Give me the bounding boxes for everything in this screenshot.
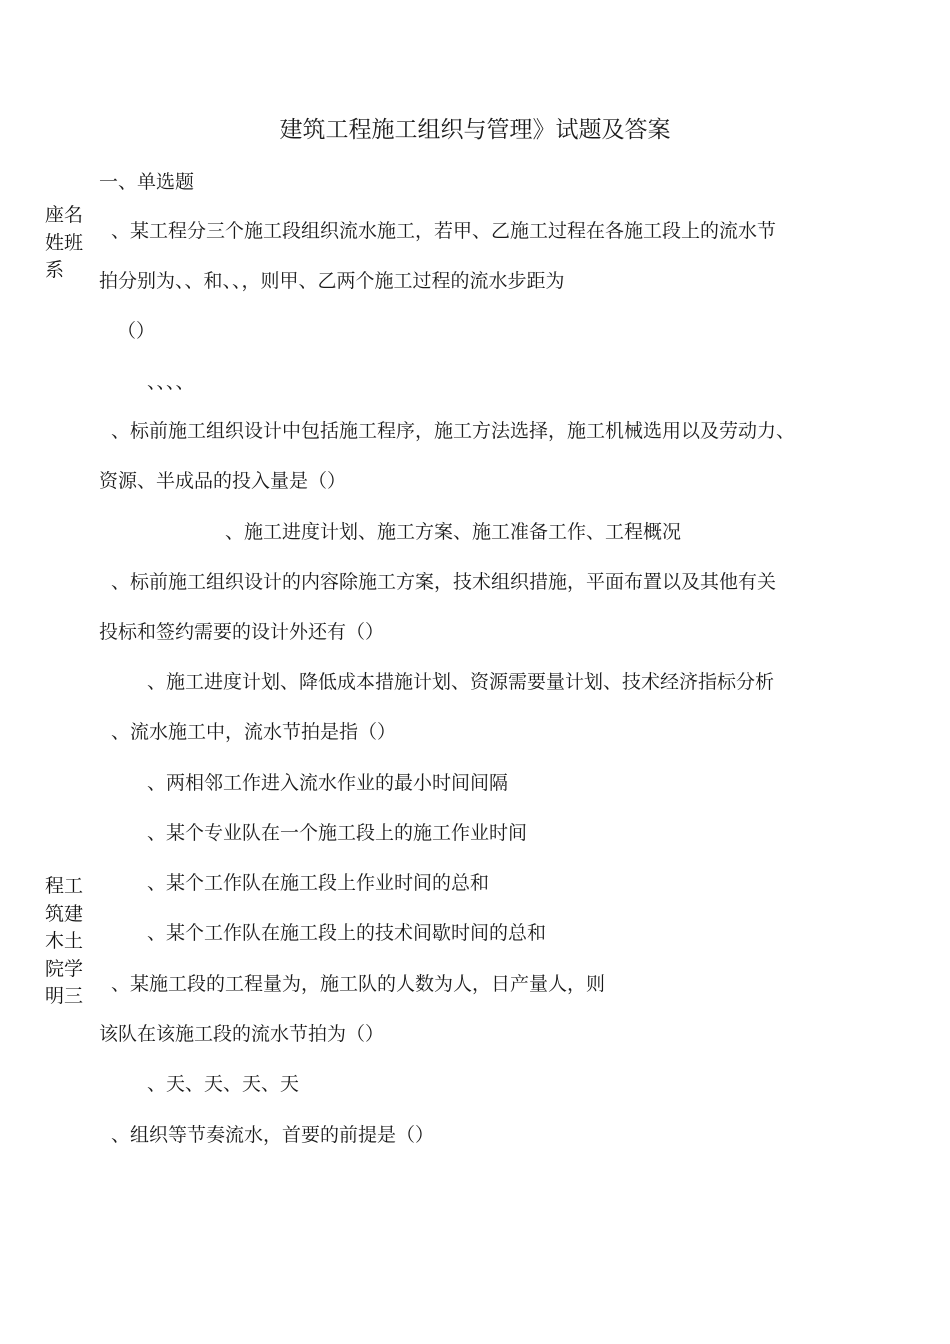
question-stem-line: 投标和签约需要的设计外还有（） [99,621,385,643]
question-stem-line: 、标前施工组织设计的内容除施工方案，技术组织措施，平面布置以及其他有关 [111,571,777,593]
section-heading: 一、单选题 [99,171,195,193]
question-option: 、某个专业队在一个施工段上的施工作业时间 [147,822,528,844]
question-option: 、施工进度计划、降低成本措施计划、资源需要量计划、技术经济指标分析 [147,671,775,693]
question-option: 、、、、 [147,371,195,393]
side-label-line: 座名 [45,204,84,226]
question-stem-line: 、某施工段的工程量为，施工队的人数为人，日产量人，则 [111,973,606,995]
question-stem-line: 、组织等节奏流水，首要的前提是（） [111,1124,435,1146]
question-option: 、两相邻工作进入流水作业的最小时间间隔 [147,772,509,794]
side-label-line: 木土 [45,930,84,952]
side-label-line: 姓班 [45,231,84,254]
side-label-line: 系 [45,259,65,281]
question-stem-line: 、某工程分三个施工段组织流水施工，若甲、乙施工过程在各施工段上的流水节 [111,220,777,242]
side-label-line: 明三 [45,985,84,1007]
question-stem-line: 拍分别为、、和、、，则甲、乙两个施工过程的流水步距为 [99,270,565,292]
side-label-bottom [45,873,83,1011]
side-label-top [45,202,83,285]
side-label-line: 院学 [45,957,84,980]
question-option: 、天、天、天、天 [147,1073,300,1095]
question-stem-line: 、流水施工中，流水节拍是指（） [111,721,397,743]
document-title: 建筑工程施工组织与管理》试题及答案 [279,117,671,143]
question-stem-line: 、标前施工组织设计中包括施工程序，施工方法选择，施工机械选用以及劳动力、 [111,420,796,442]
question-option: 、某个工作队在施工段上的技术间歇时间的总和 [147,922,547,944]
question-stem-line: 该队在该施工段的流水节拍为（） [99,1023,385,1045]
question-stem-line: 资源、半成品的投入量是（） [99,470,347,492]
side-label-line: 筑建 [45,902,84,925]
question-option: 、施工进度计划、施工方案、施工准备工作、工程概况 [225,521,682,543]
question-option: 、某个工作队在施工段上作业时间的总和 [147,872,490,894]
side-label-line: 程工 [45,875,84,897]
answer-blank: （） [117,320,156,342]
